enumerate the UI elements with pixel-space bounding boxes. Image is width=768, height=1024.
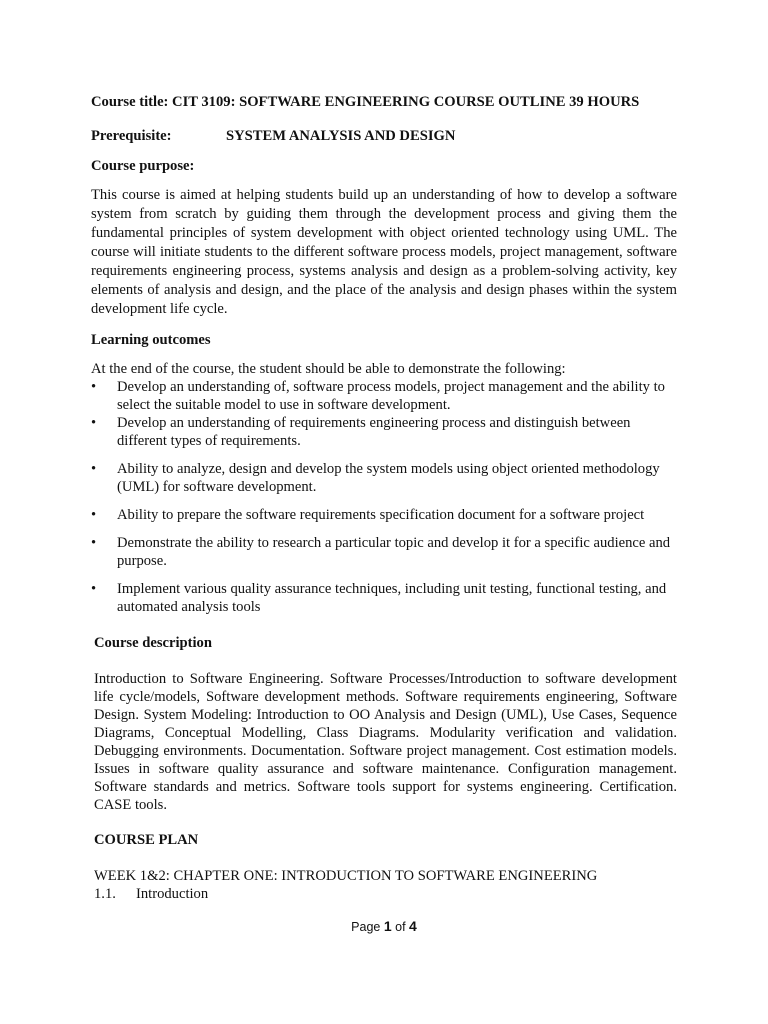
bullet-icon: •: [91, 507, 97, 523]
list-item-text: Implement various quality assurance techniques, including unit testing, functional testing, and automated analysis tools: [117, 581, 667, 615]
page-footer: [0, 918, 768, 934]
current-page-number: 1: [383, 918, 392, 934]
list-item-text: Develop an understanding of requirements engineering process and distinguish between different types of requirements.: [117, 415, 631, 449]
list-item: [91, 460, 677, 496]
course-plan-heading: COURSE PLAN: [94, 832, 199, 848]
subsection-number: 1.1.: [94, 886, 116, 902]
learning-outcomes-heading: Learning outcomes: [91, 332, 211, 348]
learning-outcomes-intro: At the end of the course, the student should be able to demonstrate the following:: [91, 361, 566, 377]
course-purpose-body: This course is aimed at helping students build up an understanding of how to develop a software system from scratch by guiding them through the development process and giving them the fundamental principles of system development with object oriented technology using UML. The course will initiate students to the different software process models, project management, software requirements engineering process, systems analysis and design as a problem-solving activity, key elements of analysis and design, and the place of the analysis and design phases within the system development life cycle.: [91, 187, 677, 317]
course-description-body: Introduction to Software Engineering. Software Processes/Introduction to software development life cycle/models, Software development methods. Software requirements engineering, Software Design. System Modeling: Introduction to OO Analysis and Design (UML), Use Cases, Sequence Diagrams, Conceptual Modelling, Class Diagrams. Modularity verification and validation. Debugging environments. Documentation. Software project management. Cost estimation models. Issues in software quality assurance and software maintenance. Configuration management. Software standards and metrics. Software tools support for systems engineering. Certification. CASE tools.: [94, 671, 677, 813]
list-item-text: Demonstrate the ability to research a particular topic and develop it for a specific audience and purpose.: [117, 535, 671, 569]
list-item-text: Ability to prepare the software requirements specification document for a software project: [117, 507, 645, 523]
course-purpose-heading: Course purpose:: [91, 158, 195, 174]
list-item: [91, 378, 677, 414]
prerequisite-value: SYSTEM ANALYSIS AND DESIGN: [226, 128, 456, 144]
week-heading: WEEK 1&2: CHAPTER ONE: INTRODUCTION TO SOFTWARE ENGINEERING: [94, 868, 598, 884]
list-item: [91, 580, 677, 616]
course-title: Course title: CIT 3109: SOFTWARE ENGINEERING COURSE OUTLINE 39 HOURS: [91, 94, 640, 110]
course-description-heading: Course description: [94, 635, 212, 651]
bullet-icon: •: [91, 415, 97, 431]
list-item: [91, 506, 677, 524]
bullet-icon: •: [91, 581, 97, 597]
bullet-icon: •: [91, 461, 97, 477]
list-item-text: Ability to analyze, design and develop the system models using object oriented methodology (UML) for software development.: [117, 461, 660, 495]
list-item-text: Develop an understanding of, software process models, project management and the ability to select the suitable model to use in software development.: [117, 379, 665, 413]
bullet-icon: •: [91, 535, 97, 551]
total-pages-number: 4: [409, 918, 417, 934]
of-word: of: [391, 920, 410, 934]
list-item: [91, 534, 677, 570]
subsection: [94, 885, 208, 904]
page-word: Page: [351, 920, 384, 934]
bullet-icon: •: [91, 379, 97, 395]
list-item: [91, 414, 677, 450]
subsection-title: Introduction: [136, 886, 209, 902]
prerequisite-label: Prerequisite:: [91, 128, 172, 144]
